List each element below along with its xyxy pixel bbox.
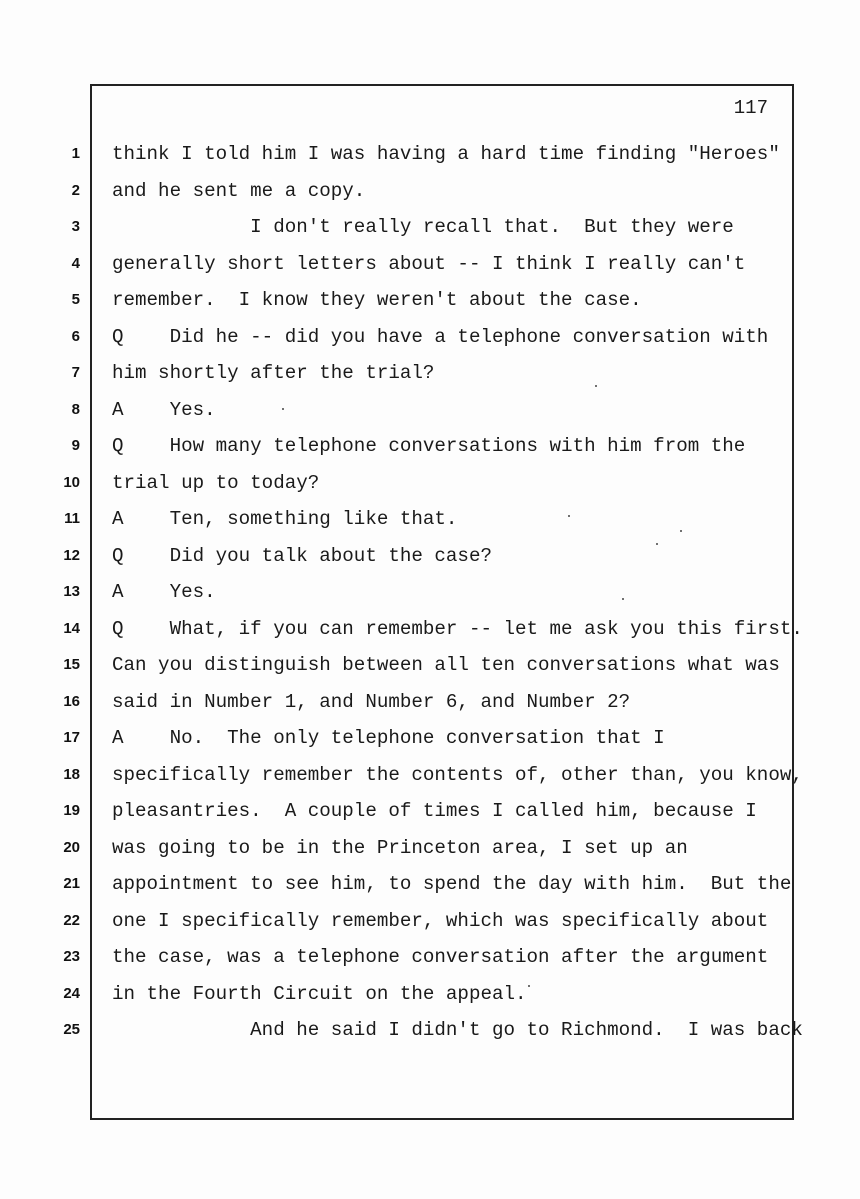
line-number: 25 bbox=[63, 1021, 80, 1038]
transcript-line: generally short letters about -- I think I really can't bbox=[112, 252, 746, 275]
transcript-line: A Yes. bbox=[112, 581, 216, 603]
transcript-line: A Ten, something like that. bbox=[112, 508, 458, 530]
line-number: 10 bbox=[63, 473, 80, 491]
transcript-line: And he said I didn't go to Richmond. I was back bbox=[112, 1019, 803, 1041]
line-number: 9 bbox=[71, 437, 80, 454]
scan-speck bbox=[680, 530, 682, 532]
line-number: 16 bbox=[63, 692, 80, 710]
transcript-line: was going to be in the Princeton area, I set up an bbox=[112, 836, 688, 859]
transcript-line: Q Did he -- did you have a telephone conversation with bbox=[112, 325, 769, 348]
line-number: 4 bbox=[71, 254, 80, 272]
transcript-line: I don't really recall that. But they were bbox=[112, 216, 734, 238]
transcript-line: Q What, if you can remember -- let me ask you this first. bbox=[112, 617, 803, 640]
line-number: 8 bbox=[71, 400, 80, 418]
transcript-line: said in Number 1, and Number 6, and Number 2? bbox=[112, 690, 631, 713]
transcript-line: A No. The only telephone conversation that I bbox=[112, 727, 665, 749]
line-number: 2 bbox=[71, 181, 80, 199]
page-number: 117 bbox=[733, 97, 768, 119]
transcript-line: and he sent me a copy. bbox=[112, 179, 366, 202]
line-number: 15 bbox=[63, 656, 80, 673]
line-number: 6 bbox=[71, 327, 80, 345]
line-number: 22 bbox=[63, 911, 80, 929]
line-number: 5 bbox=[71, 291, 80, 308]
scan-speck bbox=[622, 598, 624, 600]
line-number: 11 bbox=[64, 510, 80, 527]
line-number: 17 bbox=[63, 729, 80, 746]
transcript-line: appointment to see him, to spend the day with him. But the bbox=[112, 873, 792, 895]
line-number: 18 bbox=[63, 765, 80, 783]
line-number: 23 bbox=[63, 948, 80, 965]
transcript-line: trial up to today? bbox=[112, 471, 320, 494]
transcript-line: the case, was a telephone conversation after the argument bbox=[112, 946, 769, 968]
transcript-line: A Yes. bbox=[112, 398, 216, 421]
line-number: 21 bbox=[63, 875, 80, 892]
line-number: 13 bbox=[63, 583, 80, 600]
line-number: 3 bbox=[71, 218, 80, 235]
scan-speck bbox=[528, 985, 530, 987]
transcript-line: Can you distinguish between all ten conversations what was bbox=[112, 654, 780, 676]
line-number: 12 bbox=[63, 546, 80, 564]
transcript-line: one I specifically remember, which was specifically about bbox=[112, 909, 769, 932]
transcript-line: specifically remember the contents of, other than, you know, bbox=[112, 763, 803, 786]
transcript-line: think I told him I was having a hard time finding "Heroes" bbox=[112, 143, 780, 165]
scan-speck bbox=[595, 385, 597, 387]
transcript-line: pleasantries. A couple of times I called him, because I bbox=[112, 800, 757, 822]
transcript-line: him shortly after the trial? bbox=[112, 362, 435, 384]
scan-speck bbox=[568, 515, 570, 517]
line-number: 7 bbox=[71, 364, 80, 381]
scan-speck bbox=[282, 408, 284, 410]
transcript-line: remember. I know they weren't about the case. bbox=[112, 289, 642, 311]
transcript-line: in the Fourth Circuit on the appeal. bbox=[112, 982, 527, 1005]
line-number: 14 bbox=[63, 619, 80, 637]
transcript-line: Q How many telephone conversations with him from the bbox=[112, 435, 746, 457]
scan-speck bbox=[656, 543, 658, 545]
line-number: 19 bbox=[63, 802, 80, 819]
line-number: 24 bbox=[63, 984, 80, 1002]
line-number: 20 bbox=[63, 838, 80, 856]
transcript-line: Q Did you talk about the case? bbox=[112, 544, 492, 567]
line-number: 1 bbox=[71, 145, 80, 162]
